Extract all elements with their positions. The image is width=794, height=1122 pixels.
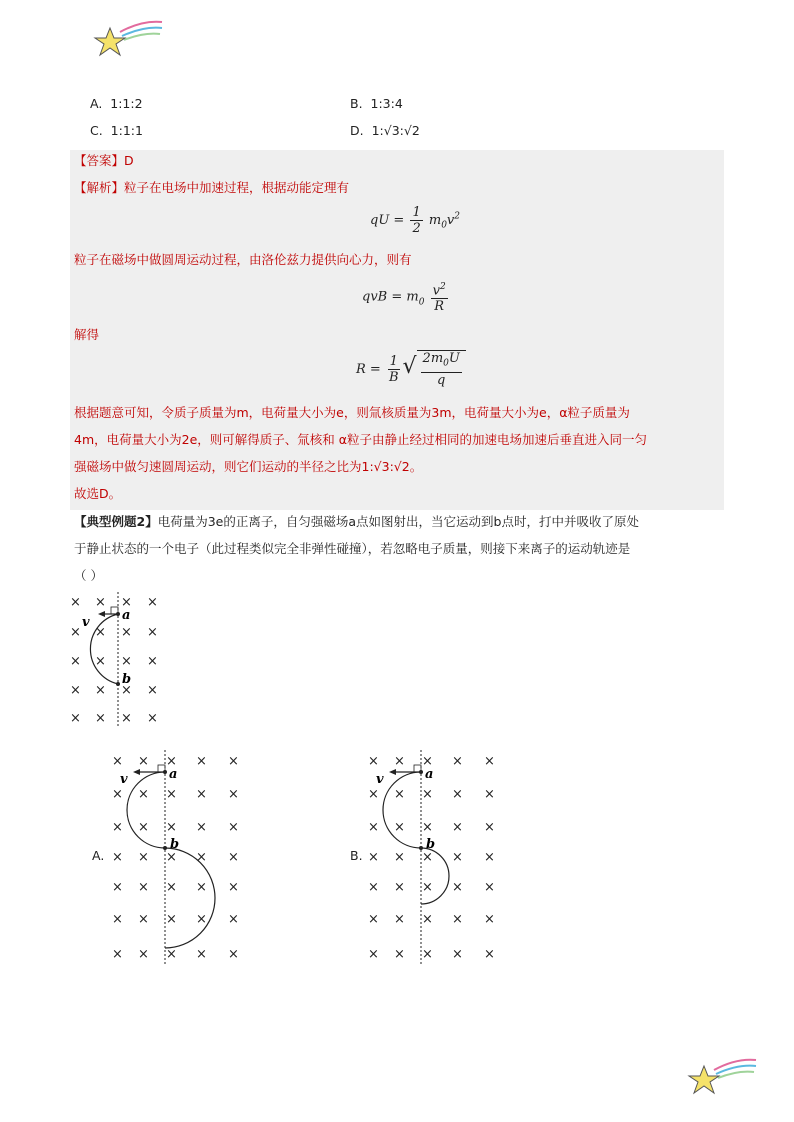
example2-question	[74, 508, 734, 589]
arrowhead-icon	[133, 769, 140, 775]
svg-text:×: ×	[70, 683, 81, 698]
svg-text:×: ×	[228, 850, 239, 865]
svg-text:×: ×	[484, 754, 495, 769]
svg-text:×: ×	[228, 787, 239, 802]
arrowhead-icon	[389, 769, 396, 775]
option-text: 1:1:1	[110, 123, 143, 138]
svg-text:×: ×	[112, 880, 123, 895]
svg-text:×: ×	[228, 912, 239, 927]
svg-text:×: ×	[196, 912, 207, 927]
svg-text:×: ×	[112, 912, 123, 927]
svg-text:×: ×	[138, 850, 149, 865]
svg-text:×: ×	[112, 820, 123, 835]
analysis-para2: 4m，电荷量大小为2e，则可解得质子、氚核和 α粒子由静止经过相同的加速电场加速后垂直进入同一匀	[74, 432, 647, 447]
analysis-para3: 强磁场中做匀速圆周运动，则它们运动的半径之比为1:√3:√2。	[74, 459, 423, 474]
svg-text:×: ×	[452, 820, 463, 835]
svg-text:×: ×	[394, 850, 405, 865]
magnetic-field-crosses	[368, 754, 495, 962]
analysis-conclusion: 故选D。	[74, 486, 122, 501]
example2-line1-text: 电荷量为3e的正离子，自匀强磁场a点如图射出，当它运动到b点时，打中并吸收了原处	[157, 514, 639, 529]
analysis-intro	[74, 178, 349, 196]
svg-text:×: ×	[196, 787, 207, 802]
svg-text:×: ×	[228, 947, 239, 962]
label-v: v	[82, 615, 90, 630]
svg-text:×: ×	[368, 754, 379, 769]
analysis-line1: 粒子在电场中加速过程，根据动能定理有	[124, 180, 350, 195]
label-v: v	[120, 772, 128, 787]
trajectory-arc-upper	[383, 772, 421, 848]
svg-text:×: ×	[121, 625, 132, 640]
svg-text:×: ×	[196, 850, 207, 865]
svg-text:×: ×	[368, 912, 379, 927]
point-b	[419, 846, 423, 850]
label-b: b	[426, 837, 436, 852]
svg-text:×: ×	[228, 820, 239, 835]
svg-text:×: ×	[368, 787, 379, 802]
analysis-line3: 解得	[74, 327, 100, 342]
svg-text:×: ×	[166, 850, 177, 865]
choice-a-figure[interactable]	[108, 748, 248, 966]
svg-text:×: ×	[452, 850, 463, 865]
svg-text:×: ×	[147, 595, 158, 610]
label-a: a	[169, 767, 178, 782]
svg-text:×: ×	[138, 880, 149, 895]
svg-text:×: ×	[138, 912, 149, 927]
option-letter: C.	[90, 123, 103, 138]
svg-text:×: ×	[484, 820, 495, 835]
svg-text:×: ×	[166, 787, 177, 802]
svg-text:×: ×	[147, 683, 158, 698]
option-letter: A.	[90, 96, 103, 111]
choice-b-figure[interactable]	[364, 748, 504, 966]
choice-b-label[interactable]: B.	[350, 848, 363, 863]
svg-text:×: ×	[452, 947, 463, 962]
arrowhead-icon	[98, 611, 105, 617]
shooting-star-icon	[92, 18, 164, 58]
svg-text:×: ×	[422, 947, 433, 962]
svg-text:×: ×	[138, 947, 149, 962]
svg-text:×: ×	[138, 754, 149, 769]
label-b: b	[122, 672, 132, 687]
svg-text:×: ×	[147, 625, 158, 640]
svg-text:×: ×	[196, 947, 207, 962]
svg-text:×: ×	[112, 754, 123, 769]
example2-line2: 于静止状态的一个电子（此过程类似完全非弹性碰撞），若忽略电子质量，则接下来离子的运动轨迹是	[74, 541, 631, 556]
svg-text:×: ×	[121, 711, 132, 726]
option-letter: D.	[350, 123, 364, 138]
equation-radius: R = $\frac{1}{B}$ √ $\frac{2m_0U}{q}$	[356, 350, 466, 388]
equation-lorentz: qvB = $m_0$ $\frac{v^2}{R}$	[362, 282, 446, 315]
analysis-para1: 根据题意可知，令质子质量为m，电荷量大小为e，则氚核质量为3m，电荷量大小为e，α粒子质量为	[74, 405, 630, 420]
svg-text:×: ×	[95, 595, 106, 610]
svg-text:×: ×	[70, 711, 81, 726]
svg-text:×: ×	[196, 880, 207, 895]
svg-text:×: ×	[484, 880, 495, 895]
svg-text:×: ×	[112, 787, 123, 802]
svg-text:×: ×	[484, 912, 495, 927]
svg-text:×: ×	[422, 912, 433, 927]
svg-text:×: ×	[121, 654, 132, 669]
option-text: 1:√3:√2	[371, 123, 420, 138]
label-v: v	[376, 772, 384, 787]
option-b[interactable]	[350, 96, 403, 111]
svg-text:×: ×	[422, 820, 433, 835]
svg-text:×: ×	[484, 850, 495, 865]
svg-text:×: ×	[121, 683, 132, 698]
svg-text:×: ×	[166, 947, 177, 962]
example2-blank: （ ）	[74, 568, 103, 583]
point-b	[116, 682, 120, 686]
example2-line1	[74, 508, 734, 535]
example2-label: 【典型例题2】	[74, 514, 158, 529]
point-a	[116, 612, 120, 616]
label-b: b	[170, 837, 180, 852]
analysis-line2: 粒子在磁场中做圆周运动过程，由洛伦兹力提供向心力，则有	[74, 252, 412, 267]
magnetic-field-crosses	[112, 754, 239, 962]
svg-text:×: ×	[228, 880, 239, 895]
svg-text:×: ×	[138, 787, 149, 802]
svg-text:×: ×	[166, 754, 177, 769]
trajectory-arc-upper	[127, 772, 165, 848]
svg-text:×: ×	[394, 880, 405, 895]
svg-text:×: ×	[112, 947, 123, 962]
svg-text:×: ×	[368, 850, 379, 865]
svg-text:×: ×	[70, 654, 81, 669]
equation-energy: qU = $\frac{1}{2}$ $m_0v^2$	[370, 205, 461, 236]
option-d[interactable]	[350, 123, 420, 138]
svg-text:×: ×	[368, 820, 379, 835]
point-a	[419, 770, 423, 774]
svg-text:×: ×	[452, 754, 463, 769]
svg-text:×: ×	[394, 947, 405, 962]
option-letter: B.	[350, 96, 363, 111]
svg-text:×: ×	[422, 787, 433, 802]
svg-text:×: ×	[166, 880, 177, 895]
option-c[interactable]	[90, 123, 143, 138]
svg-text:×: ×	[422, 850, 433, 865]
svg-text:×: ×	[422, 880, 433, 895]
svg-text:×: ×	[228, 754, 239, 769]
point-a	[163, 770, 167, 774]
option-a[interactable]	[90, 96, 143, 111]
svg-text:×: ×	[452, 787, 463, 802]
svg-text:×: ×	[70, 595, 81, 610]
svg-text:×: ×	[166, 912, 177, 927]
svg-text:×: ×	[147, 654, 158, 669]
label-a: a	[122, 608, 131, 623]
svg-text:×: ×	[422, 754, 433, 769]
question-figure	[62, 590, 172, 730]
svg-text:×: ×	[196, 754, 207, 769]
svg-text:×: ×	[368, 880, 379, 895]
svg-text:×: ×	[95, 625, 106, 640]
svg-text:×: ×	[166, 820, 177, 835]
option-text: 1:1:2	[110, 96, 143, 111]
answer-panel	[70, 150, 724, 510]
label-a: a	[425, 767, 434, 782]
svg-text:×: ×	[394, 820, 405, 835]
svg-text:×: ×	[394, 912, 405, 927]
svg-text:×: ×	[394, 754, 405, 769]
svg-text:×: ×	[484, 787, 495, 802]
svg-text:×: ×	[112, 850, 123, 865]
svg-text:×: ×	[147, 711, 158, 726]
svg-text:×: ×	[95, 654, 106, 669]
analysis-label: 【解析】	[74, 180, 125, 195]
point-b	[163, 846, 167, 850]
option-text: 1:3:4	[370, 96, 403, 111]
svg-text:×: ×	[95, 711, 106, 726]
answer-label: 【答案】D	[74, 153, 134, 168]
svg-text:×: ×	[484, 947, 495, 962]
svg-text:×: ×	[196, 820, 207, 835]
svg-text:×: ×	[452, 880, 463, 895]
svg-text:×: ×	[121, 595, 132, 610]
shooting-star-icon	[686, 1056, 758, 1096]
svg-text:×: ×	[452, 912, 463, 927]
choice-a-label[interactable]: A.	[92, 848, 105, 863]
svg-text:×: ×	[138, 820, 149, 835]
svg-text:×: ×	[394, 787, 405, 802]
svg-text:×: ×	[368, 947, 379, 962]
svg-text:×: ×	[70, 625, 81, 640]
svg-text:×: ×	[95, 683, 106, 698]
